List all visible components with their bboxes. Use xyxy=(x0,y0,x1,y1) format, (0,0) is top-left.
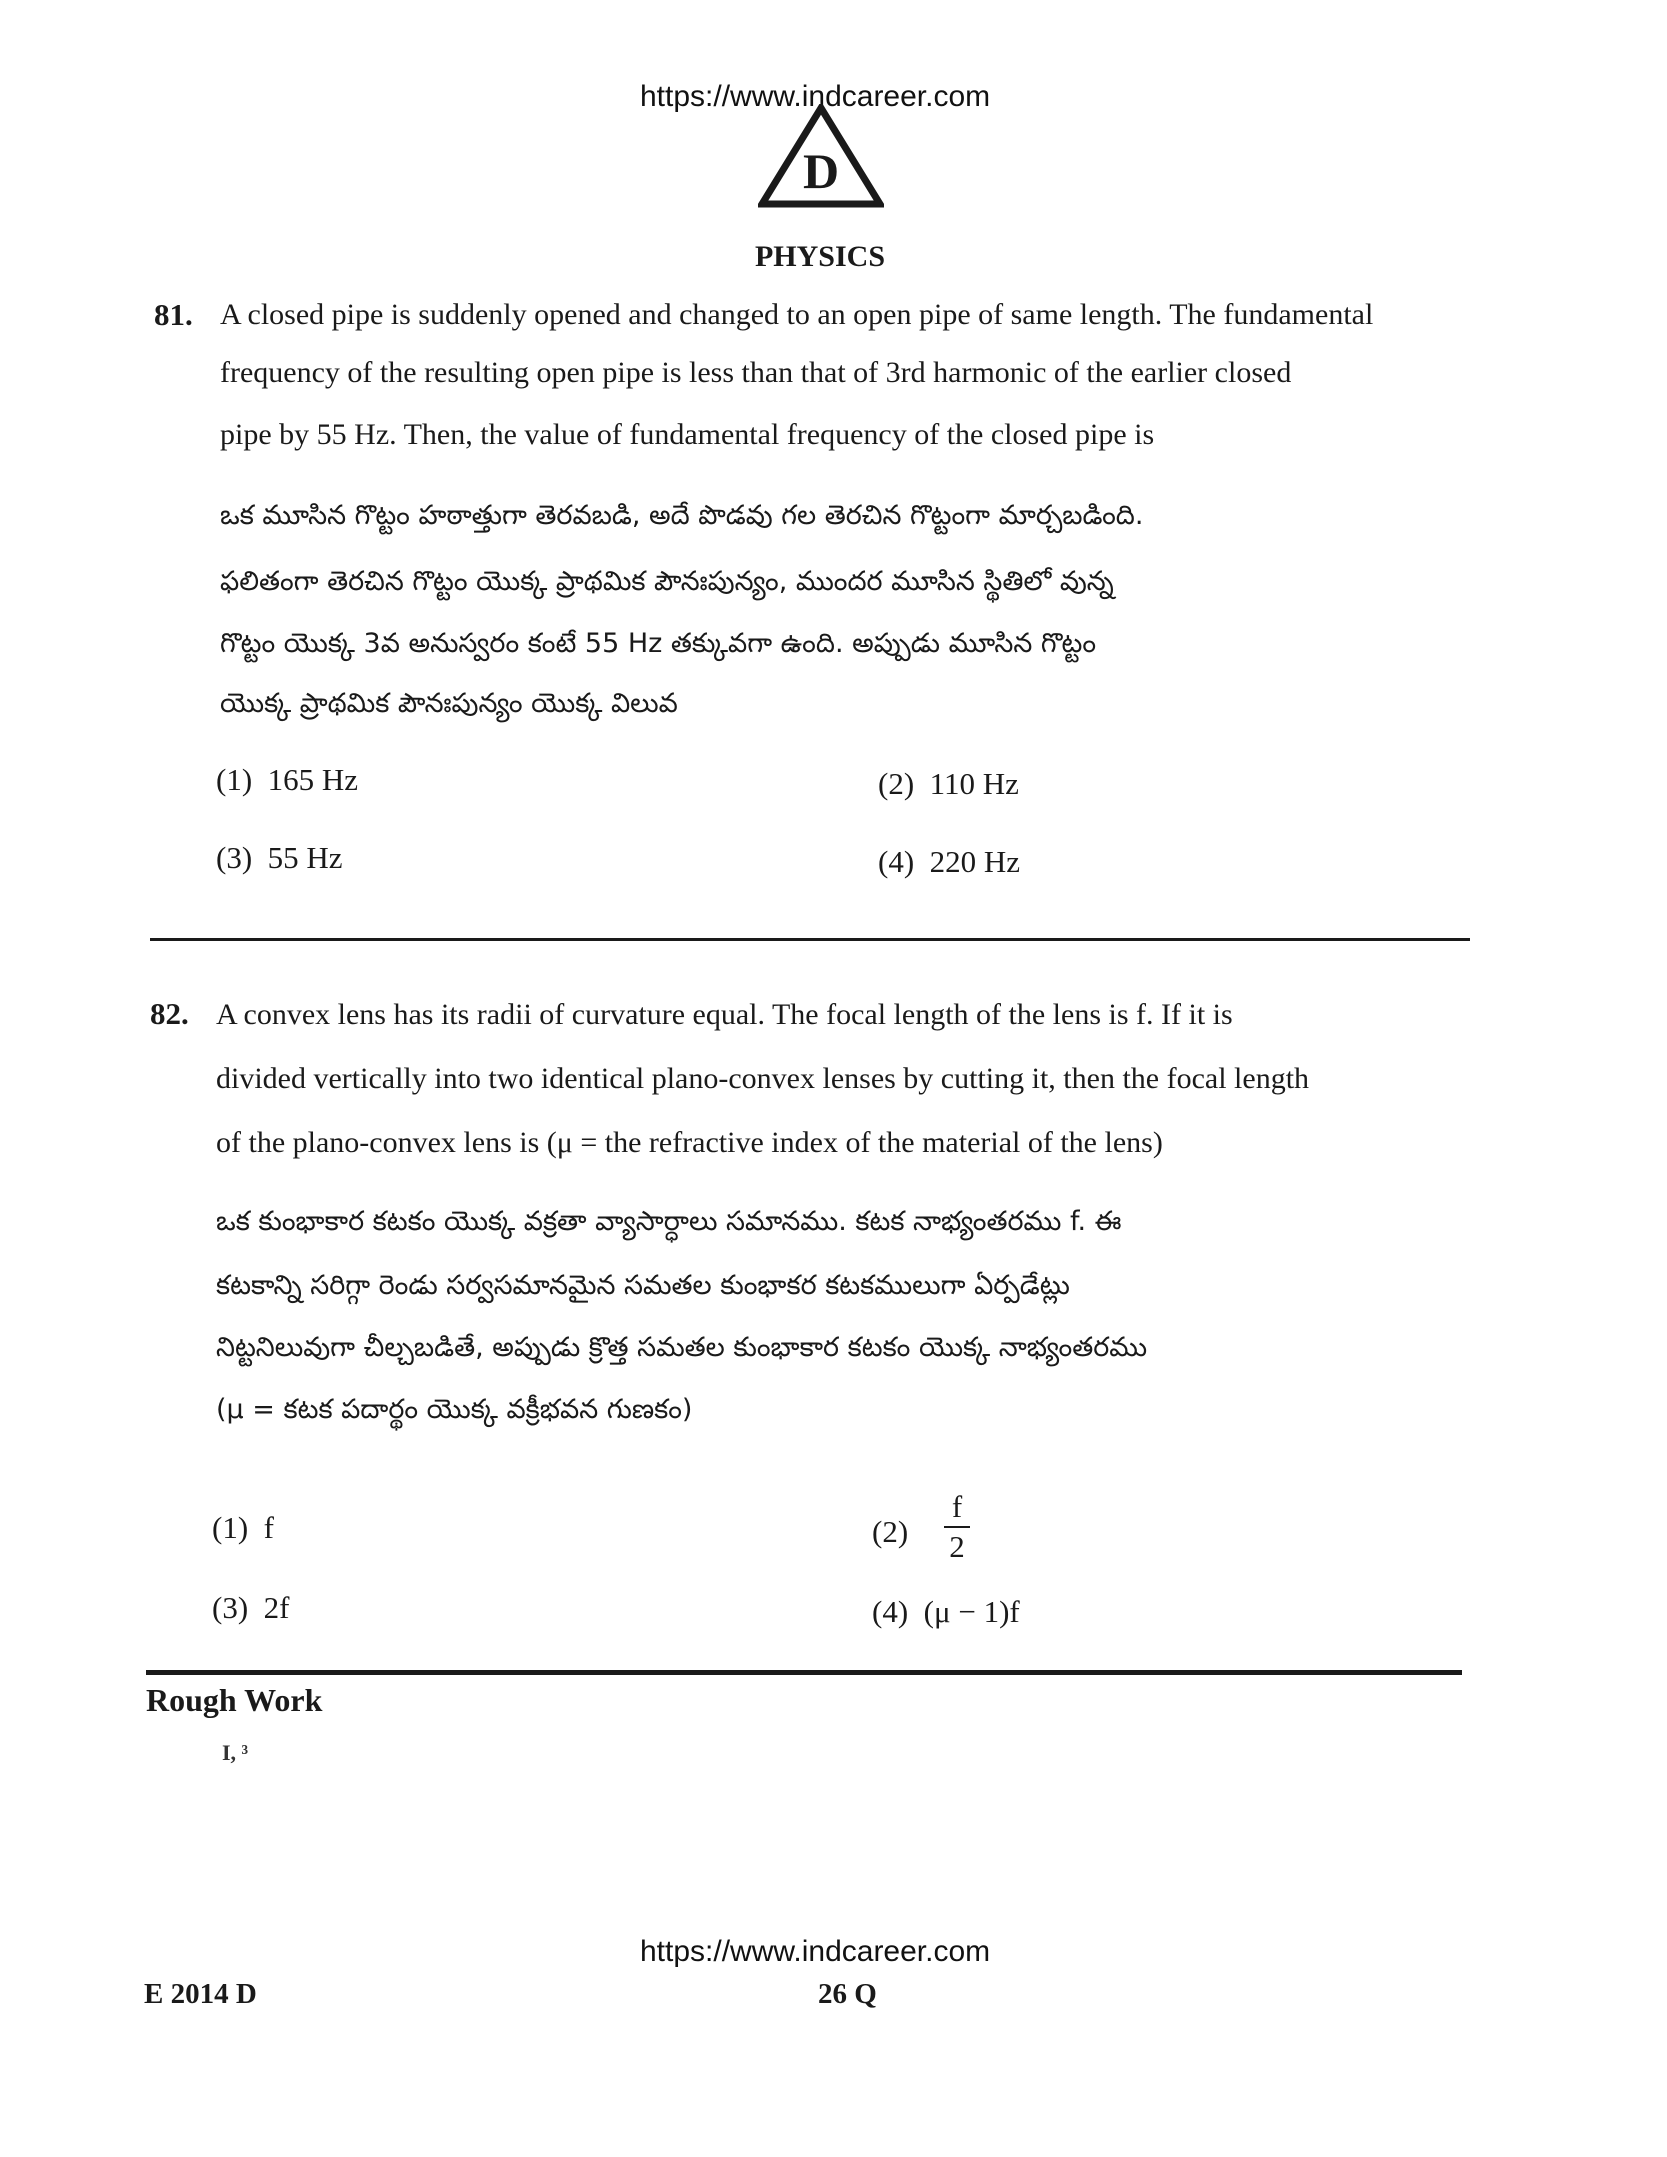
q82-option-2-fraction xyxy=(944,1490,970,1564)
q81-separator-rule xyxy=(150,938,1470,941)
fraction-bar xyxy=(944,1526,970,1528)
q81-te-line-2: ఫలితంగా తెరచిన గొట్టం యొక్క ప్రాథమిక పౌనఃపున్యం, ముందర మూసిన స్థితిలో వున్న xyxy=(220,566,1114,597)
q82-option-1-label: (1) xyxy=(212,1510,249,1545)
q81-option-2-text: 110 Hz xyxy=(929,766,1019,801)
q81-option-1[interactable] xyxy=(216,762,358,798)
q82-option-3-text: 2f xyxy=(263,1590,290,1625)
header-url[interactable]: https://www.indcareer.com xyxy=(640,80,991,113)
q81-option-1-label: (1) xyxy=(216,762,253,797)
set-letter: D xyxy=(802,143,840,199)
q82-option-3[interactable] xyxy=(212,1590,289,1626)
q82-en-line-1: A convex lens has its radii of curvature equal. The focal length of the lens is f. If it is xyxy=(216,998,1233,1031)
q81-option-1-text: 165 Hz xyxy=(267,762,359,797)
q81-option-2-label: (2) xyxy=(878,766,915,801)
q81-option-4-label: (4) xyxy=(878,844,915,879)
q81-option-4-text: 220 Hz xyxy=(929,844,1021,879)
footer-page-number: 26 Q xyxy=(818,1978,877,2010)
subject-heading: PHYSICS xyxy=(754,240,886,273)
set-d-triangle-logo xyxy=(758,104,884,210)
q82-option-2-denominator: 2 xyxy=(949,1529,965,1564)
q81-en-line-2: frequency of the resulting open pipe is less than that of 3rd harmonic of the earlier closed xyxy=(220,356,1292,389)
q82-option-4-text: (μ − 1)f xyxy=(923,1594,1020,1629)
q81-option-3-text: 55 Hz xyxy=(267,840,343,875)
q82-te-line-2: కటకాన్ని సరిగ్గా రెండు సర్వసమానమైన సమతల కుంభాకర కటకములుగా ఏర్పడేట్లు xyxy=(216,1270,1070,1301)
footer-url[interactable]: https://www.indcareer.com xyxy=(640,1935,991,1968)
q81-te-line-3: గొట్టం యొక్క 3వ అనుస్వరం కంటే 55 Hz తక్కువగా ఉంది. అప్పుడు మూసిన గొట్టం xyxy=(220,628,1097,659)
q82-option-1[interactable] xyxy=(212,1510,274,1546)
q81-en-line-1: A closed pipe is suddenly opened and changed to an open pipe of same length. The fundamental xyxy=(220,298,1374,331)
q81-te-line-1: ఒక మూసిన గొట్టం హఠాత్తుగా తెరవబడి, అదే పొడవు గల తెరచిన గొట్టంగా మార్చబడింది. xyxy=(220,500,1144,531)
q82-te-line-3: నిట్టనిలువుగా చీల్చబడితే, అప్పుడు క్రొత్త సమతల కుంభాకార కటకం యొక్క నాభ్యంతరము xyxy=(216,1332,1148,1363)
q82-en-line-2: divided vertically into two identical plano-convex lenses by cutting it, then the focal length xyxy=(216,1062,1310,1095)
rough-work-heading: Rough Work xyxy=(146,1682,323,1718)
q82-option-4[interactable] xyxy=(872,1594,1020,1630)
q81-te-line-4: యొక్క ప్రాథమిక పౌనఃపున్యం యొక్క విలువ xyxy=(220,688,678,719)
footer-paper-code: E 2014 D xyxy=(144,1978,257,2010)
q81-option-2[interactable] xyxy=(878,766,1019,802)
q82-en-line-3: of the plano-convex lens is (μ = the refractive index of the material of the lens) xyxy=(216,1126,1163,1159)
q82-te-line-1: ఒక కుంభాకార కటకం యొక్క వక్రతా వ్యాసార్ధాలు సమానము. కటక నాభ్యంతరము f. ఈ xyxy=(216,1206,1122,1237)
q81-option-4[interactable] xyxy=(878,844,1020,880)
rough-work-scribble: I, ³ xyxy=(222,1740,249,1765)
q81-en-line-3: pipe by 55 Hz. Then, the value of fundamental frequency of the closed pipe is xyxy=(220,418,1155,451)
q82-option-2-label: (2) xyxy=(872,1514,909,1549)
q82-option-1-text: f xyxy=(263,1510,274,1545)
q82-option-4-label: (4) xyxy=(872,1594,909,1629)
q82-option-2-numerator: f xyxy=(951,1489,963,1524)
bottom-thick-rule xyxy=(146,1670,1462,1675)
q82-te-line-4: (μ = కటక పదార్థం యొక్క వక్రీభవన గుణకం) xyxy=(216,1394,693,1425)
q81-option-3-label: (3) xyxy=(216,840,253,875)
q82-option-3-label: (3) xyxy=(212,1590,249,1625)
q81-option-3[interactable] xyxy=(216,840,343,876)
q81-number: 81. xyxy=(154,297,193,332)
q82-number: 82. xyxy=(150,996,189,1031)
